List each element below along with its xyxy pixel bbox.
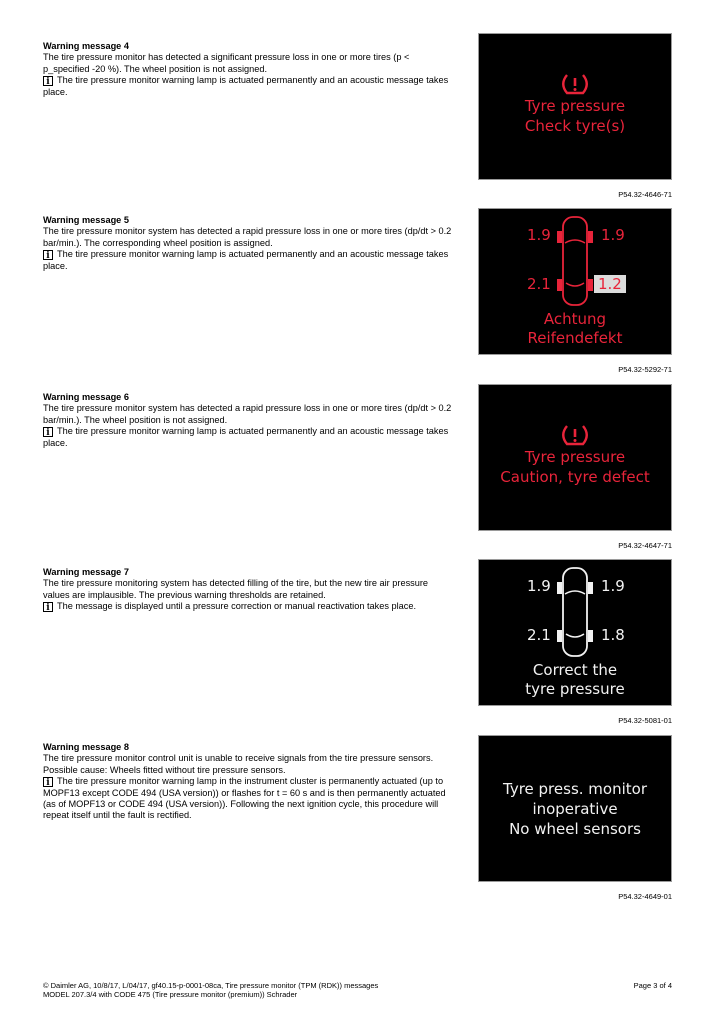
warning-note: i The tire pressure monitor warning lamp is actuated permanently and an acoustic message takes place. (43, 426, 449, 448)
warning-note: i The message is displayed until a pressure correction or manual reactivation takes place. (43, 601, 453, 612)
warning-message-text (43, 215, 453, 272)
display-line: Correct the (532, 661, 618, 679)
instrument-display (478, 208, 672, 355)
display-line: tyre pressure (525, 680, 625, 698)
warning-description: The tire pressure monitor system has detected a rapid pressure loss in one or more tires (dp/dt > 0.2 bar/min.). The corresponding wheel position is assigned. (43, 226, 452, 248)
instrument-display (478, 33, 672, 180)
car-top-view-icon (555, 564, 595, 660)
warning-title: Warning message 8 (43, 742, 129, 752)
warning-note: i The tire pressure monitor warning lamp in the instrument cluster is permanently actuated (up to MOPF13 except CODE 494 (USA version)) or flashes for t = 60 s and is then permanently actuated (as of MOPF13 or CODE 494 (USA version)). Following the next ignition cycle, this procedure will repeat itself until the fault is rectified. (43, 776, 446, 821)
warning-title: Warning message 7 (43, 567, 129, 577)
figure-id: P54.32-5081-01 (618, 716, 672, 725)
pressure-front-right: 1.9 (601, 226, 625, 244)
pressure-rear-left: 2.1 (527, 626, 551, 644)
display-line: Tyre press. monitor (503, 780, 647, 798)
instrument-display (478, 384, 672, 531)
warning-description: The tire pressure monitor system has detected a rapid pressure loss in one or more tires (dp/dt > 0.2 bar/min.). The wheel position is not assigned. (43, 403, 452, 425)
warning-note: i The tire pressure monitor warning lamp is actuated permanently and an acoustic message takes place. (43, 249, 449, 271)
display-line: Achtung (543, 310, 607, 328)
pressure-rear-left: 2.1 (527, 275, 551, 293)
display-line: No wheel sensors (509, 820, 641, 838)
page-footer (43, 981, 378, 999)
tire-pressure-warning-icon (562, 423, 588, 447)
display-line: Tyre pressure (524, 448, 626, 466)
info-icon: i (43, 427, 53, 437)
display-line: Tyre pressure (524, 97, 626, 115)
figure-id: P54.32-4646-71 (618, 190, 672, 199)
instrument-display (478, 559, 672, 706)
warning-message-text (43, 567, 453, 613)
tire-pressure-warning-icon (562, 72, 588, 96)
pressure-rear-right: 1.2 (594, 275, 626, 293)
info-icon: i (43, 76, 53, 86)
pressure-front-left: 1.9 (527, 577, 551, 595)
warning-description: The tire pressure monitoring system has detected filling of the tire, but the new tire air pressure values are implausible. The previous warning thresholds are retained. (43, 578, 429, 600)
footer-line-2: MODEL 207.3/4 with CODE 475 (Tire pressure monitor (premium)) Schrader (43, 990, 298, 999)
info-icon: i (43, 777, 53, 787)
warning-note: i The tire pressure monitor warning lamp is actuated permanently and an acoustic message takes place. (43, 75, 449, 97)
warning-message-text (43, 392, 453, 449)
warning-message-text (43, 742, 453, 822)
figure-id: P54.32-4649-01 (618, 892, 672, 901)
warning-description: The tire pressure monitor has detected a significant pressure loss in one or more tires (p < p_specified -20 %). The wheel position is not assigned. (43, 52, 410, 74)
warning-title: Warning message 4 (43, 41, 129, 51)
info-icon: i (43, 250, 53, 260)
figure-id: P54.32-4647-71 (618, 541, 672, 550)
display-line: Check tyre(s) (524, 117, 626, 135)
pressure-rear-right: 1.8 (601, 626, 625, 644)
display-line: inoperative (532, 800, 618, 818)
info-icon: i (43, 602, 53, 612)
display-line: Caution, tyre defect (500, 468, 650, 486)
warning-title: Warning message 5 (43, 215, 129, 225)
warning-title: Warning message 6 (43, 392, 129, 402)
footer-line-1: © Daimler AG, 10/8/17, L/04/17, gf40.15-p-0001-08ca, Tire pressure monitor (TPM (RDK)) messages (43, 981, 379, 990)
warning-message-text (43, 41, 453, 98)
page-number: Page 3 of 4 (633, 981, 672, 990)
warning-cause: Possible cause: Wheels fitted without tire pressure sensors. (43, 764, 286, 775)
car-top-view-icon (555, 213, 595, 309)
figure-id: P54.32-5292-71 (618, 365, 672, 374)
warning-description: The tire pressure monitor control unit is unable to receive signals from the tire pressure sensors. (43, 753, 434, 764)
pressure-front-right: 1.9 (601, 577, 625, 595)
pressure-front-left: 1.9 (527, 226, 551, 244)
display-line: Reifendefekt (527, 329, 623, 347)
instrument-display (478, 735, 672, 882)
